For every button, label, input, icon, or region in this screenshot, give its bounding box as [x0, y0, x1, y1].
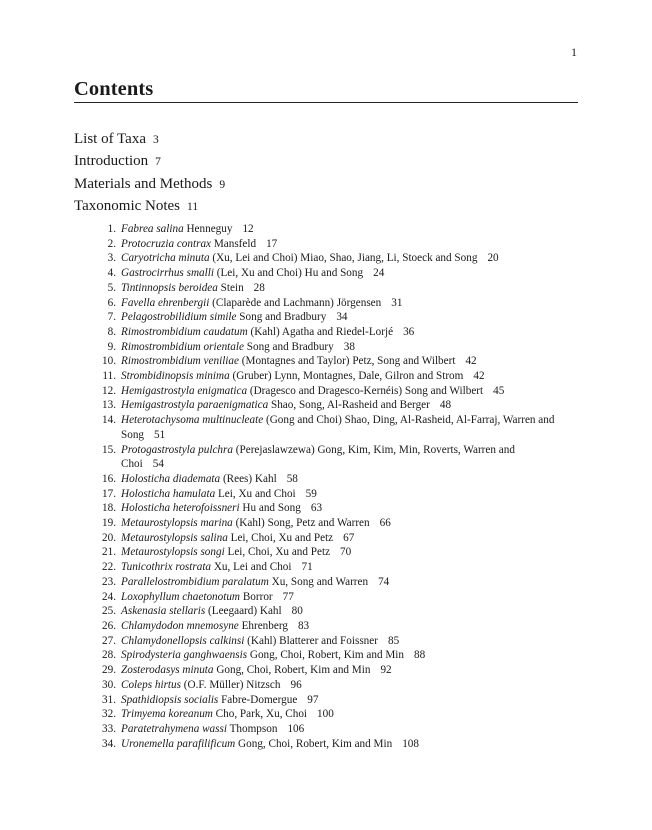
- taxon-name: Pelagostrobilidium simile: [121, 311, 237, 324]
- taxon-text: [121, 398, 556, 413]
- taxon-authority: (Perejaslawzewa) Gong, Kim, Kim, Min, Roverts, Warren and Choi: [121, 443, 515, 471]
- taxon-authority: Hu and Song: [242, 502, 301, 515]
- taxon-entry[interactable]: [96, 545, 556, 560]
- taxon-page: 67: [343, 531, 355, 544]
- taxon-name: Holosticha diademata: [121, 472, 221, 485]
- taxon-page: 20: [487, 252, 499, 265]
- taxon-entry[interactable]: [96, 325, 556, 340]
- taxon-page: 108: [402, 737, 419, 750]
- taxon-entry[interactable]: [96, 590, 556, 605]
- taxon-number: 18.: [102, 502, 116, 515]
- taxon-name: Tunicothrix rostrata: [121, 561, 212, 574]
- taxon-name: Paratetrahymena wassi: [121, 722, 227, 735]
- taxon-name: Protocruzia contrax: [121, 237, 212, 250]
- taxon-name: Metaurostylopsis marina: [121, 517, 233, 530]
- taxon-page: 106: [287, 722, 305, 735]
- taxon-text: [121, 472, 556, 487]
- taxon-authority: (Lei, Xu and Choi) Hu and Song: [216, 267, 364, 280]
- taxon-page: 92: [380, 664, 392, 677]
- taxon-authority: Gong, Choi, Robert, Kim and Min: [216, 664, 371, 677]
- taxon-entry[interactable]: [96, 575, 556, 590]
- taxon-page: 58: [286, 472, 298, 485]
- taxon-text: [121, 413, 556, 442]
- taxon-name: Spirodysteria ganghwaensis: [121, 649, 248, 662]
- taxon-entry[interactable]: [96, 413, 556, 442]
- taxon-number: 21.: [102, 546, 116, 559]
- taxon-number: 7.: [107, 311, 116, 324]
- taxon-page: 45: [493, 384, 505, 397]
- taxon-entry[interactable]: [96, 560, 556, 575]
- taxon-text: [121, 545, 556, 560]
- taxon-entry[interactable]: [96, 648, 556, 663]
- taxon-entry[interactable]: [96, 501, 556, 516]
- taxon-page: 71: [301, 561, 313, 574]
- taxon-text: [121, 251, 556, 266]
- taxon-text: [121, 737, 556, 752]
- taxon-text: [121, 590, 556, 605]
- taxon-entry[interactable]: [96, 398, 556, 413]
- taxon-authority: Thompson: [229, 722, 278, 735]
- taxon-page: 74: [378, 575, 390, 588]
- taxon-page: 24: [373, 267, 385, 280]
- taxon-text: [121, 707, 556, 722]
- taxon-authority: (Gruber) Lynn, Montagnes, Dale, Gilron and Strom: [232, 370, 464, 383]
- taxon-page: 51: [154, 428, 166, 441]
- taxon-entry[interactable]: [96, 369, 556, 384]
- taxon-number: 2.: [107, 237, 116, 250]
- taxon-authority: (Kahl) Agatha and Riedel-Lorjé: [250, 325, 394, 338]
- taxon-number: 32.: [102, 708, 116, 721]
- taxon-text: [121, 663, 556, 678]
- taxon-name: Parallelostrombidium paralatum: [121, 575, 269, 588]
- taxon-name: Rimostrombidium caudatum: [121, 325, 248, 338]
- taxon-number: 22.: [102, 561, 116, 574]
- taxon-authority: Shao, Song, Al-Rasheid and Berger: [270, 399, 430, 412]
- page-title: Contents: [74, 78, 154, 100]
- taxon-text: [121, 678, 556, 693]
- taxon-number: 14.: [102, 414, 116, 427]
- taxon-authority: Gong, Choi, Robert, Kim and Min: [238, 737, 393, 750]
- taxon-entry[interactable]: [96, 722, 556, 737]
- taxon-name: Protogastrostyla pulchra: [121, 443, 233, 456]
- taxon-authority: (Kahl) Song, Petz and Warren: [235, 517, 370, 530]
- taxon-entry[interactable]: [96, 384, 556, 399]
- taxon-authority: Henneguy: [186, 223, 233, 235]
- taxon-name: Trimyema koreanum: [121, 708, 213, 721]
- section-list: [74, 128, 225, 217]
- taxon-name: Spathidiopsis socialis: [121, 693, 219, 706]
- taxon-name: Heterotachysoma multinucleate: [121, 414, 264, 427]
- taxon-name: Tintinnopsis beroidea: [121, 281, 218, 294]
- taxon-text: [121, 487, 556, 502]
- taxon-name: Uronemella parafilificum: [121, 737, 236, 750]
- taxon-name: Fabrea salina: [121, 223, 184, 235]
- taxon-authority: Cho, Park, Xu, Choi: [215, 708, 308, 721]
- taxon-authority: (Xu, Lei and Choi) Miao, Shao, Jiang, Li, Stoeck and Song: [212, 252, 478, 265]
- taxon-number: 26.: [102, 619, 116, 632]
- taxon-number: 16.: [102, 472, 116, 485]
- taxon-text: [121, 369, 556, 384]
- taxon-number: 5.: [107, 281, 116, 294]
- taxon-authority: Lei, Xu and Choi: [217, 487, 296, 500]
- taxon-name: Zosterodasys minuta: [121, 664, 214, 677]
- title-rule: [74, 102, 578, 103]
- taxon-name: Gastrocirrhus smalli: [121, 267, 214, 280]
- section-label: List of Taxa: [74, 131, 146, 147]
- toc-section[interactable]: [74, 150, 225, 172]
- taxon-name: Metaurostylopsis salina: [121, 531, 228, 544]
- taxon-number: 13.: [102, 399, 116, 412]
- taxon-entry[interactable]: [96, 354, 556, 369]
- taxon-number: 6.: [107, 296, 116, 309]
- taxon-text: [121, 575, 556, 590]
- taxon-text: [121, 648, 556, 663]
- taxon-entry[interactable]: [96, 296, 556, 311]
- taxon-number: 15.: [102, 443, 116, 456]
- taxon-name: Strombidinopsis minima: [121, 370, 230, 383]
- taxon-text: [121, 619, 556, 634]
- taxon-number: 11.: [102, 370, 116, 383]
- taxon-authority: (Montagnes and Taylor) Petz, Song and Wilbert: [241, 355, 456, 368]
- taxon-name: Metaurostylopsis songi: [121, 546, 225, 559]
- taxon-text: [121, 325, 556, 340]
- taxon-entry[interactable]: [96, 604, 556, 619]
- taxon-number: 28.: [102, 649, 116, 662]
- taxon-entry[interactable]: [96, 222, 556, 237]
- section-label: Taxonomic Notes: [74, 197, 181, 214]
- taxon-entry[interactable]: [96, 443, 556, 472]
- taxon-authority: Song and Bradbury: [239, 311, 327, 324]
- taxon-text: [121, 266, 556, 281]
- taxon-number: 33.: [102, 722, 116, 735]
- section-page: 9: [219, 178, 226, 191]
- taxon-page: 42: [465, 355, 477, 368]
- taxon-authority: Gong, Choi, Robert, Kim and Min: [249, 649, 405, 662]
- taxa-list: [96, 222, 556, 751]
- taxon-authority: Song and Bradbury: [246, 340, 334, 353]
- taxon-page: 59: [305, 487, 317, 500]
- taxon-text: [121, 516, 556, 531]
- taxon-number: 30.: [102, 678, 116, 691]
- toc-section[interactable]: [74, 128, 225, 150]
- taxon-entry[interactable]: [96, 619, 556, 634]
- taxon-number: 1.: [107, 223, 116, 235]
- taxon-text: [121, 693, 556, 708]
- taxon-name: Coleps hirtus: [121, 678, 181, 691]
- toc-section[interactable]: [74, 195, 225, 217]
- taxon-page: 38: [343, 340, 355, 353]
- taxon-page: 66: [379, 517, 391, 530]
- taxon-authority: (Rees) Kahl: [222, 472, 277, 485]
- taxon-name: Holosticha hamulata: [121, 487, 216, 500]
- taxon-text: [121, 237, 556, 252]
- taxon-text: [121, 560, 556, 575]
- taxon-number: 19.: [102, 517, 116, 530]
- taxon-text: [121, 340, 556, 355]
- taxon-number: 17.: [102, 487, 116, 500]
- taxon-page: 36: [403, 325, 415, 338]
- taxon-text: [121, 281, 556, 296]
- taxon-entry[interactable]: [96, 340, 556, 355]
- taxon-authority: (Leegaard) Kahl: [208, 605, 282, 618]
- taxon-page: 42: [473, 370, 485, 383]
- taxon-name: Loxophyllum chaetonotum: [121, 590, 241, 603]
- taxon-authority: Xu, Song and Warren: [271, 575, 369, 588]
- taxon-authority: Fabre-Domergue: [221, 693, 298, 706]
- taxon-authority: Xu, Lei and Choi: [213, 561, 292, 574]
- taxon-entry[interactable]: [96, 266, 556, 281]
- taxon-number: 24.: [102, 590, 116, 603]
- taxon-number: 20.: [102, 531, 116, 544]
- taxon-authority: (Kahl) Blatterer and Foissner: [247, 634, 378, 647]
- taxon-number: 12.: [102, 384, 116, 397]
- taxon-text: [121, 634, 556, 649]
- taxon-name: Caryotricha minuta: [121, 252, 210, 265]
- taxon-name: Favella ehrenbergii: [121, 296, 210, 309]
- taxon-text: [121, 354, 556, 369]
- taxon-authority: (Claparède and Lachmann) Jörgensen: [212, 296, 382, 309]
- taxon-entry[interactable]: [96, 251, 556, 266]
- taxon-entry[interactable]: [96, 472, 556, 487]
- taxon-page: 34: [336, 311, 348, 324]
- taxon-name: Chlamydonellopsis calkinsi: [121, 634, 245, 647]
- taxon-name: Rimostrombidium orientale: [121, 340, 244, 353]
- taxon-page: 31: [391, 296, 403, 309]
- page-number: 1: [571, 45, 577, 59]
- taxon-name: Hemigastrostyla enigmatica: [121, 384, 248, 397]
- taxon-text: [121, 604, 556, 619]
- section-page: 11: [187, 200, 199, 213]
- taxon-entry[interactable]: [96, 678, 556, 693]
- section-page: 3: [153, 134, 159, 146]
- taxon-authority: (Dragesco and Dragesco-Kernéis) Song and Wilbert: [249, 384, 484, 397]
- taxon-authority: Ehrenberg: [241, 619, 288, 632]
- taxon-page: 88: [414, 649, 426, 662]
- taxon-authority: Lei, Choi, Xu and Petz: [230, 531, 334, 544]
- taxon-entry[interactable]: [96, 693, 556, 708]
- taxon-page: 54: [152, 458, 164, 471]
- taxon-page: 80: [291, 605, 303, 618]
- taxon-entry[interactable]: [96, 516, 556, 531]
- section-label: Materials and Methods: [74, 175, 213, 192]
- taxon-page: 100: [317, 708, 334, 721]
- taxon-number: 9.: [107, 340, 116, 353]
- taxon-page: 85: [387, 634, 400, 647]
- taxon-entry[interactable]: [96, 310, 556, 325]
- taxon-entry[interactable]: [96, 281, 556, 296]
- taxon-name: Askenasia stellaris: [121, 605, 206, 618]
- taxon-authority: (O.F. Müller) Nitzsch: [183, 678, 281, 691]
- taxon-entry[interactable]: [96, 737, 556, 752]
- taxon-number: 34.: [102, 737, 116, 750]
- taxon-number: 10.: [102, 355, 116, 368]
- taxon-number: 31.: [102, 693, 116, 706]
- taxon-name: Holosticha heterofoissneri: [121, 502, 240, 515]
- taxon-authority: Mansfeld: [213, 237, 257, 250]
- taxon-page: 83: [297, 619, 310, 632]
- taxon-text: [121, 384, 556, 399]
- taxon-number: 23.: [102, 575, 116, 588]
- taxon-entry[interactable]: [96, 237, 556, 252]
- taxon-text: [121, 722, 556, 737]
- taxon-page: 17: [266, 237, 278, 250]
- taxon-text: [121, 310, 556, 325]
- taxon-page: 77: [282, 590, 294, 603]
- taxon-number: 27.: [102, 634, 116, 647]
- taxon-authority: Stein: [220, 281, 244, 294]
- taxon-name: Chlamydodon mnemosyne: [121, 619, 239, 632]
- taxon-text: [121, 296, 556, 311]
- section-page: 7: [155, 156, 161, 169]
- taxon-entry[interactable]: [96, 634, 556, 649]
- taxon-page: 97: [307, 693, 319, 706]
- taxon-text: [121, 222, 556, 237]
- taxon-page: 28: [253, 281, 265, 294]
- taxon-entry[interactable]: [96, 531, 556, 546]
- taxon-text: [121, 531, 556, 546]
- taxon-text: [121, 501, 556, 516]
- taxon-number: 3.: [107, 252, 116, 265]
- toc-section[interactable]: [74, 173, 225, 195]
- taxon-authority: Borror: [242, 590, 273, 603]
- taxon-authority: (Gong and Choi) Shao, Ding, Al-Rasheid, Al-Farraj, Warren and Song: [121, 414, 555, 441]
- taxon-entry[interactable]: [96, 707, 556, 722]
- taxon-name: Rimostrombidium veniliae: [121, 355, 239, 368]
- taxon-authority: Lei, Choi, Xu and Petz: [227, 546, 331, 559]
- taxon-number: 4.: [107, 267, 116, 280]
- taxon-entry[interactable]: [96, 663, 556, 678]
- taxon-page: 70: [340, 546, 352, 559]
- taxon-entry[interactable]: [96, 487, 556, 502]
- taxon-number: 25.: [102, 605, 116, 618]
- taxon-number: 8.: [107, 325, 116, 338]
- taxon-page: 48: [439, 399, 452, 412]
- section-label: Introduction: [74, 153, 149, 170]
- taxon-name: Hemigastrostyla paraenigmatica: [121, 399, 269, 412]
- taxon-page: 63: [310, 502, 323, 515]
- taxon-page: 96: [290, 678, 302, 691]
- taxon-text: [121, 443, 556, 472]
- taxon-number: 29.: [102, 664, 116, 677]
- taxon-page: 12: [242, 223, 254, 235]
